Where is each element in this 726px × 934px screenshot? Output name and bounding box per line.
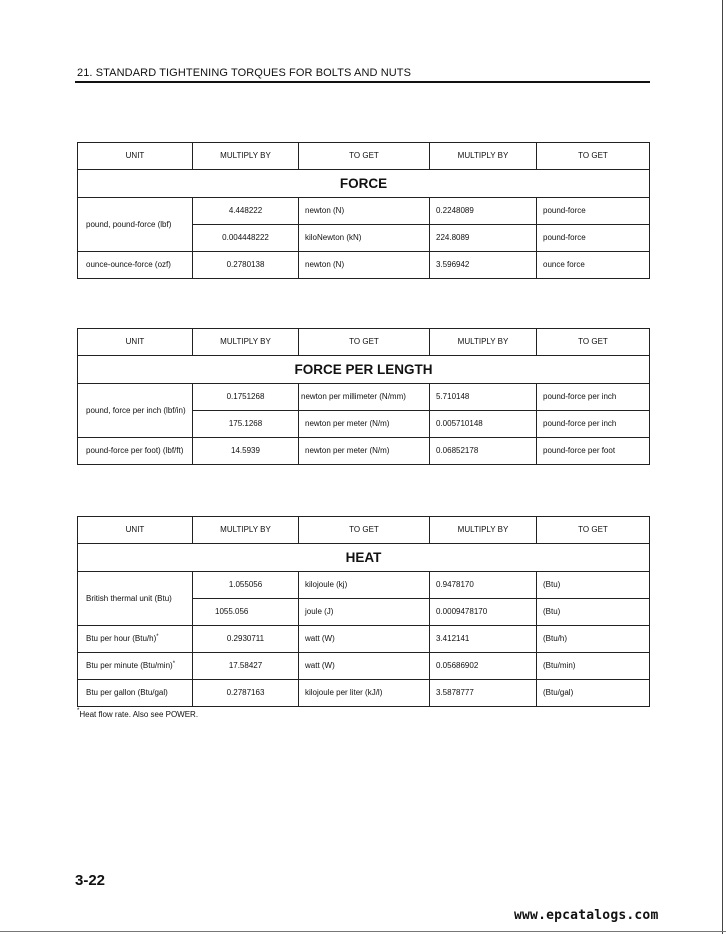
header-to-get: TO GET bbox=[537, 517, 650, 544]
multiply-value: 224.8089 bbox=[430, 225, 537, 252]
table-title-row bbox=[78, 170, 650, 198]
to-get-value: newton (N) bbox=[299, 252, 430, 279]
footnote-marker: * bbox=[156, 634, 159, 640]
to-get-value: pound-force bbox=[537, 198, 650, 225]
multiply-value: 4.448222 bbox=[193, 198, 299, 225]
header-row bbox=[78, 143, 650, 170]
header-to-get: TO GET bbox=[537, 329, 650, 356]
unit-label: Btu per hour (Btu/h) bbox=[86, 634, 157, 643]
to-get-value: (Btu) bbox=[537, 599, 650, 626]
to-get-value: joule (J) bbox=[299, 599, 430, 626]
force-table bbox=[77, 142, 650, 279]
header-to-get: TO GET bbox=[537, 143, 650, 170]
unit-cell: ounce-ounce-force (ozf) bbox=[78, 252, 193, 279]
multiply-value: 14.5939 bbox=[193, 438, 299, 465]
to-get-value: pound-force per foot bbox=[537, 438, 650, 465]
header-multiply-by: MULTIPLY BY bbox=[430, 329, 537, 356]
header-multiply-by: MULTIPLY BY bbox=[193, 517, 299, 544]
table-row bbox=[78, 438, 650, 465]
heat-table bbox=[77, 516, 650, 707]
table-title: HEAT bbox=[78, 544, 650, 572]
page-edge-right bbox=[722, 0, 723, 934]
unit-cell bbox=[78, 626, 193, 653]
page-number: 3-22 bbox=[75, 872, 106, 889]
to-get-value: (Btu/gal) bbox=[537, 680, 650, 707]
multiply-value: 3.596942 bbox=[430, 252, 537, 279]
to-get-value: pound-force bbox=[537, 225, 650, 252]
to-get-value: kilojoule (kj) bbox=[299, 572, 430, 599]
footnote-marker: * bbox=[172, 661, 176, 667]
multiply-value: 0.004448222 bbox=[193, 225, 299, 252]
multiply-value: 0.05686902 bbox=[430, 653, 537, 680]
unit-cell: pound, force per inch (lbf/in) bbox=[78, 384, 193, 438]
multiply-value: 175.1268 bbox=[193, 411, 299, 438]
unit-label: Btu per minute (Btu/min) bbox=[86, 661, 173, 670]
multiply-value: 1.055056 bbox=[193, 572, 299, 599]
watermark: www.epcatalogs.com bbox=[514, 908, 659, 923]
header-multiply-by: MULTIPLY BY bbox=[430, 143, 537, 170]
to-get-value: ounce force bbox=[537, 252, 650, 279]
table-row bbox=[78, 252, 650, 279]
title-rule bbox=[75, 81, 650, 83]
page-edge-bottom bbox=[0, 931, 726, 932]
multiply-value: 0.2780138 bbox=[193, 252, 299, 279]
footnote-marker: * bbox=[77, 708, 80, 714]
multiply-value: 1055.056 bbox=[193, 599, 299, 626]
multiply-value: 5.710148 bbox=[430, 384, 537, 411]
to-get-value: (Btu) bbox=[537, 572, 650, 599]
header-unit: UNIT bbox=[78, 517, 193, 544]
table-title-row bbox=[78, 356, 650, 384]
header-row bbox=[78, 329, 650, 356]
to-get-value: pound-force per inch bbox=[537, 384, 650, 411]
footnote-text: Heat flow rate. Also see POWER. bbox=[79, 710, 199, 719]
table-row bbox=[78, 198, 650, 225]
force-per-length-table bbox=[77, 328, 650, 465]
to-get-value: watt (W) bbox=[299, 653, 430, 680]
header-to-get: TO GET bbox=[299, 329, 430, 356]
multiply-value: 0.2787163 bbox=[193, 680, 299, 707]
unit-cell: pound-force per foot) (lbf/ft) bbox=[78, 438, 193, 465]
table-title: FORCE PER LENGTH bbox=[78, 356, 650, 384]
table-row bbox=[78, 572, 650, 599]
unit-cell: pound, pound-force (lbf) bbox=[78, 198, 193, 252]
to-get-value: kiloNewton (kN) bbox=[299, 225, 430, 252]
header-multiply-by: MULTIPLY BY bbox=[430, 517, 537, 544]
unit-cell bbox=[78, 653, 193, 680]
header-unit: UNIT bbox=[78, 143, 193, 170]
multiply-value: 0.1751268 bbox=[193, 384, 299, 411]
multiply-value: 0.06852178 bbox=[430, 438, 537, 465]
footnote bbox=[77, 710, 198, 719]
header-multiply-by: MULTIPLY BY bbox=[193, 329, 299, 356]
table-row bbox=[78, 384, 650, 411]
header-to-get: TO GET bbox=[299, 143, 430, 170]
to-get-value: pound-force per inch bbox=[537, 411, 650, 438]
unit-cell: British thermal unit (Btu) bbox=[78, 572, 193, 626]
multiply-value: 0.2248089 bbox=[430, 198, 537, 225]
multiply-value: 0.0009478170 bbox=[430, 599, 537, 626]
to-get-value: watt (W) bbox=[299, 626, 430, 653]
to-get-value: newton per meter (N/m) bbox=[299, 411, 430, 438]
to-get-value: newton per millimeter (N/mm) bbox=[299, 384, 430, 411]
to-get-value: kilojoule per liter (kJ/l) bbox=[299, 680, 430, 707]
table-row bbox=[78, 680, 650, 707]
multiply-value: 3.412141 bbox=[430, 626, 537, 653]
header-multiply-by: MULTIPLY BY bbox=[193, 143, 299, 170]
multiply-value: 0.2930711 bbox=[193, 626, 299, 653]
header-to-get: TO GET bbox=[299, 517, 430, 544]
header-unit: UNIT bbox=[78, 329, 193, 356]
to-get-value: newton (N) bbox=[299, 198, 430, 225]
multiply-value: 0.9478170 bbox=[430, 572, 537, 599]
multiply-value: 17.58427 bbox=[193, 653, 299, 680]
to-get-value: newton per meter (N/m) bbox=[299, 438, 430, 465]
table-title: FORCE bbox=[78, 170, 650, 198]
section-title: 21. STANDARD TIGHTENING TORQUES FOR BOLTS AND NUTS bbox=[77, 67, 412, 79]
to-get-value: (Btu/min) bbox=[537, 653, 650, 680]
multiply-value: 0.005710148 bbox=[430, 411, 537, 438]
header-row bbox=[78, 517, 650, 544]
unit-cell: Btu per gallon (Btu/gal) bbox=[78, 680, 193, 707]
table-row bbox=[78, 653, 650, 680]
multiply-value: 3.5878777 bbox=[430, 680, 537, 707]
table-title-row bbox=[78, 544, 650, 572]
table-row bbox=[78, 626, 650, 653]
to-get-value: (Btu/h) bbox=[537, 626, 650, 653]
